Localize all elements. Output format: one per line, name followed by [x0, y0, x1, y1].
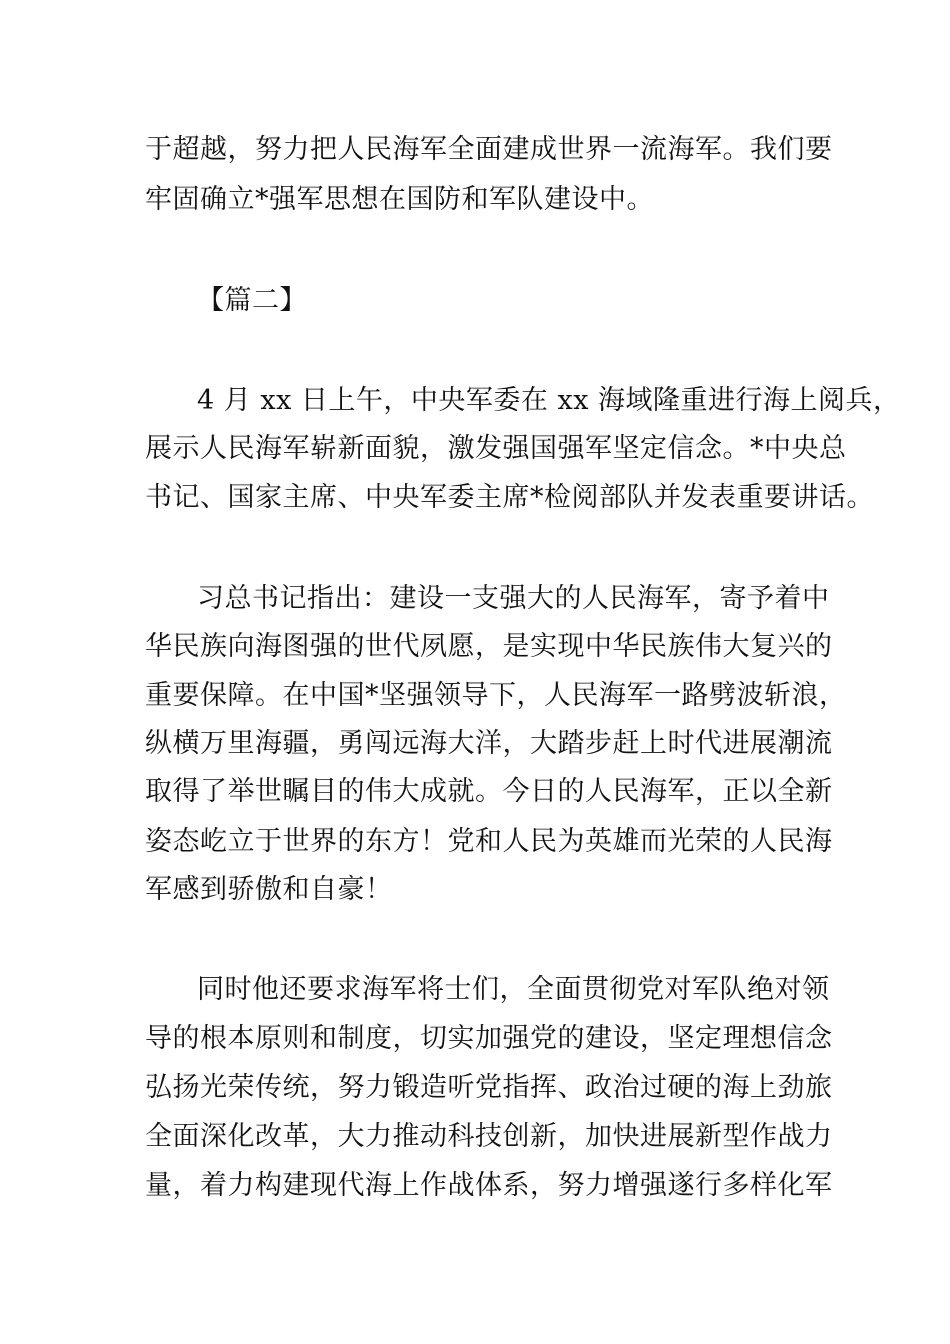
paragraph-line: 重要保障。在中国*坚强领导下，人民海军一路劈波斩浪，: [145, 680, 847, 711]
paragraph-line: 同时他还要求海军将士们，全面贯彻党对军队绝对领: [197, 974, 830, 1005]
paragraph-line: 4 月 xx 日上午，中央军委在 xx 海域隆重进行海上阅兵，: [197, 385, 901, 416]
paragraph-line: 于超越，努力把人民海军全面建成世界一流海军。我们要: [145, 134, 833, 165]
paragraph-line: 习总书记指出：建设一支强大的人民海军，寄予着中: [197, 583, 830, 614]
paragraph-line: 展示人民海军崭新面貌，激发强国强军坚定信念。*中央总: [145, 433, 847, 464]
paragraph-line: 弘扬光荣传统，努力锻造听党指挥、政治过硬的海上劲旅: [145, 1072, 833, 1103]
paragraph-line: 取得了举世瞩目的伟大成就。今日的人民海军，正以全新: [145, 776, 833, 807]
paragraph-line: 量，着力构建现代海上作战体系，努力增强遂行多样化军: [145, 1170, 833, 1201]
paragraph-line: 军感到骄傲和自豪！: [145, 874, 393, 905]
paragraph-line: 全面深化改革，大力推动科技创新，加快进展新型作战力: [145, 1121, 833, 1152]
paragraph-line: 书记、国家主席、中央军委主席*检阅部队并发表重要讲话。: [145, 482, 874, 513]
paragraph-line: 纵横万里海疆，勇闯远海大洋，大踏步赶上时代进展潮流: [145, 728, 833, 759]
section-heading: 【篇二】: [197, 285, 307, 316]
paragraph-line: 牢固确立*强军思想在国防和军队建设中。: [145, 184, 654, 215]
paragraph-line: 姿态屹立于世界的东方！党和人民为英雄而光荣的人民海: [145, 826, 833, 857]
paragraph-line: 华民族向海图强的世代夙愿，是实现中华民族伟大复兴的: [145, 631, 833, 662]
paragraph-line: 导的根本原则和制度，切实加强党的建设，坚定理想信念: [145, 1023, 833, 1054]
